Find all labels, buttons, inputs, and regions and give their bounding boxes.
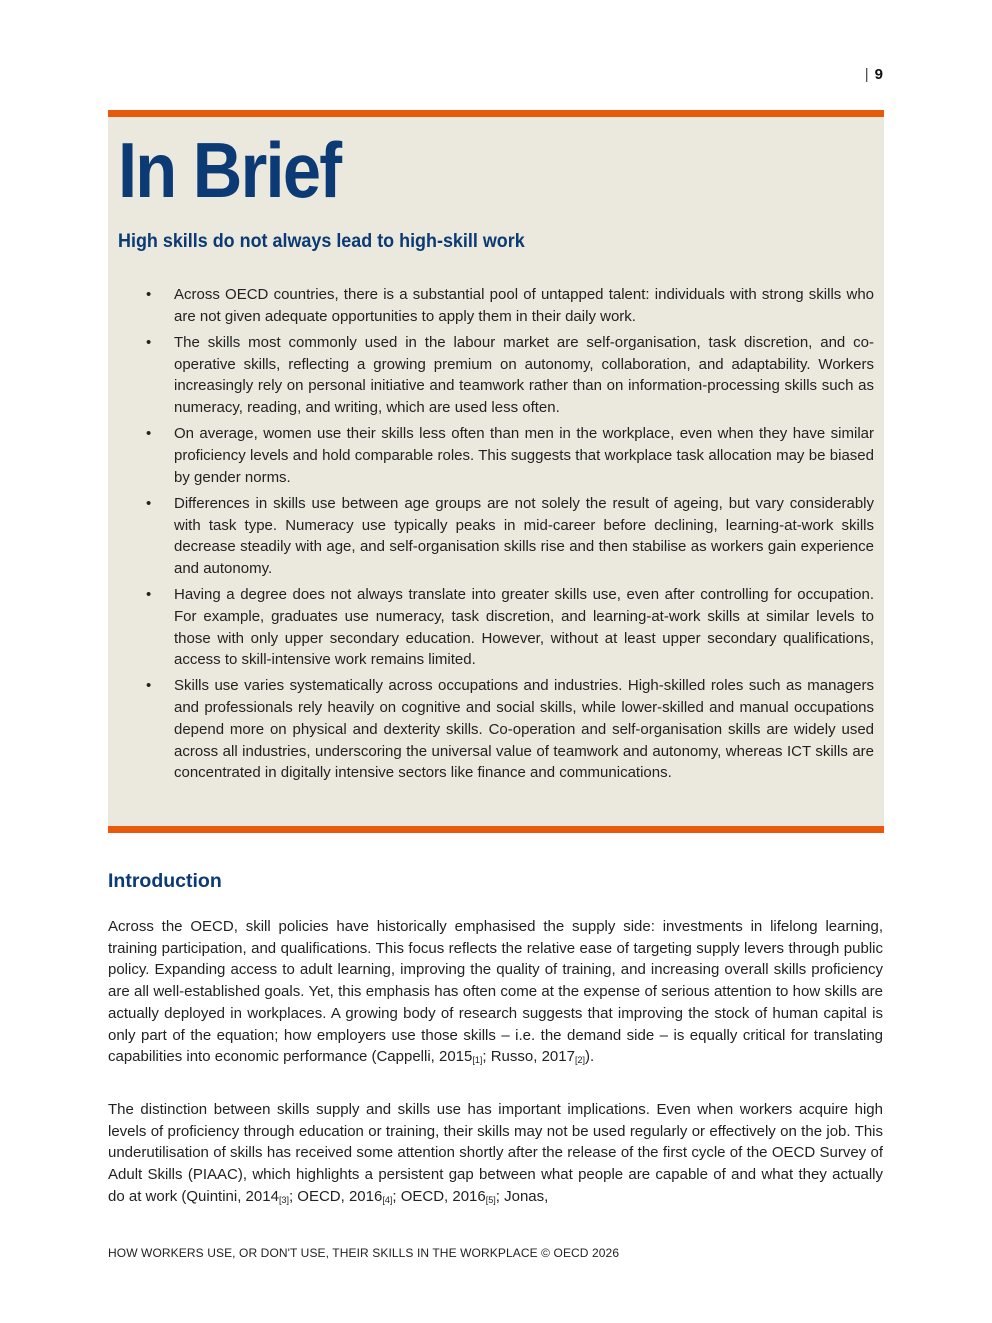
bullet-icon: • [146,333,152,351]
paragraph-text: ; Russo, 2017 [482,1048,575,1066]
in-brief-bullet-item [146,584,874,671]
paragraph-text: Across the OECD, skill policies have historically emphasised the supply side: investments in lifelong learning, training participation, and qualifications. This focus reflects the relative ease of targeting supply levers through public policy. Expanding access to adult learning, improving the quality of training, and increasing overall skills proficiency are all well-established goals. Yet, this emphasis has often come at the expense of serious attention to how skills are actually deployed in workplaces. A growing body of research suggests that improving the stock of human capital is only part of the equation; how employers use those skills – i.e. the demand side – is equally critical for translating capabilities into economic performance (Cappelli, 2015 [108,918,883,1066]
in-brief-box [108,110,884,833]
paragraph-text: ; OECD, 2016 [392,1187,486,1205]
in-brief-bullet-item [146,675,874,784]
in-brief-bullet-text: Across OECD countries, there is a substantial pool of untapped talent: individuals with strong skills who are not given adequate opportunities to apply them in their daily work. [174,286,874,325]
paragraph-text: ; Jonas, [495,1187,549,1205]
in-brief-list [146,284,874,788]
bullet-icon: • [146,425,152,443]
in-brief-bullet-item [146,284,874,327]
in-brief-title: In Brief [118,126,341,214]
reference-link[interactable]: [2] [574,1055,585,1066]
page-number-separator: | [864,66,869,83]
paragraph-text: The distinction between skills supply and skills use has important implications. Even when workers acquire high levels of proficiency through education or training, their skills may not be used regularly or effectively on the job. This underutilisation of skills has received some attention shortly after the release of the first cycle of the OECD Survey of Adult Skills (PIAAC), which highlights a persistent gap between what people are capable of and what they actually do at work (Quintini, 2014 [108,1101,883,1205]
paragraph-text: ; OECD, 2016 [288,1187,383,1205]
in-brief-bullet-text: On average, women use their skills less often than men in the workplace, even when they have similar proficiency levels and hold comparable roles. This suggests that workplace task allocation may be biased by gender norms. [174,425,874,486]
in-brief-bullet-text: Skills use varies systematically across occupations and industries. High-skilled roles such as managers and professionals rely heavily on cognitive and social skills, while lower-skilled and manual occupations depend more on physical and dexterity skills. Co-operation and self-organisation skills are widely used across all industries, underscoring the universal value of teamwork and autonomy, whereas ICT skills are concentrated in digitally intensive sectors like finance and communications. [174,677,874,782]
bullet-icon: • [146,286,152,303]
in-brief-bullet-text: The skills most commonly used in the labour market are self-organisation, task discretion, and co-operative skills, reflecting a growing premium on autonomy, collaboration, and adaptability. Workers increasingly rely on personal initiative and teamwork rather than on information-processing skills such as numeracy, reading, and writing, which are used less often. [174,333,874,417]
introduction-heading: Introduction [108,870,222,892]
bullet-icon: • [146,586,152,604]
page-footer: HOW WORKERS USE, OR DON'T USE, THEIR SKILLS IN THE WORKPLACE © OECD 2026 [108,1246,620,1260]
reference-link[interactable]: [1] [472,1055,483,1066]
paragraph-text: ). [584,1048,595,1066]
in-brief-bullet-item [146,332,874,419]
reference-link[interactable]: [3] [278,1194,289,1205]
in-brief-subtitle: High skills do not always lead to high-skill work [118,230,525,252]
bullet-icon: • [146,677,152,695]
in-brief-bullet-text: Having a degree does not always translate into greater skills use, even after controlling for occupation. For example, graduates use numeracy, task discretion, and learning-at-work skills at similar levels to those with only upper secondary education. However, without at least upper secondary qualifications, access to skill-intensive work remains limited. [174,586,874,669]
introduction-paragraph-1 [108,916,883,1072]
in-brief-bullet-item [146,493,874,580]
page-number-value: 9 [874,66,883,83]
introduction-paragraph-2 [108,1099,883,1207]
in-brief-bullet-item [146,423,874,488]
in-brief-bullet-text: Differences in skills use between age groups are not solely the result of ageing, but vary considerably with task type. Numeracy use typically peaks in mid-career before declining, learning-at-work skills decrease steadily with age, and self-organisation skills rise and then stabilise as workers gain experience and autonomy. [174,494,874,577]
bullet-icon: • [146,494,152,512]
reference-link[interactable]: [5] [485,1194,496,1205]
page-number [865,66,883,83]
reference-link[interactable]: [4] [382,1194,393,1205]
